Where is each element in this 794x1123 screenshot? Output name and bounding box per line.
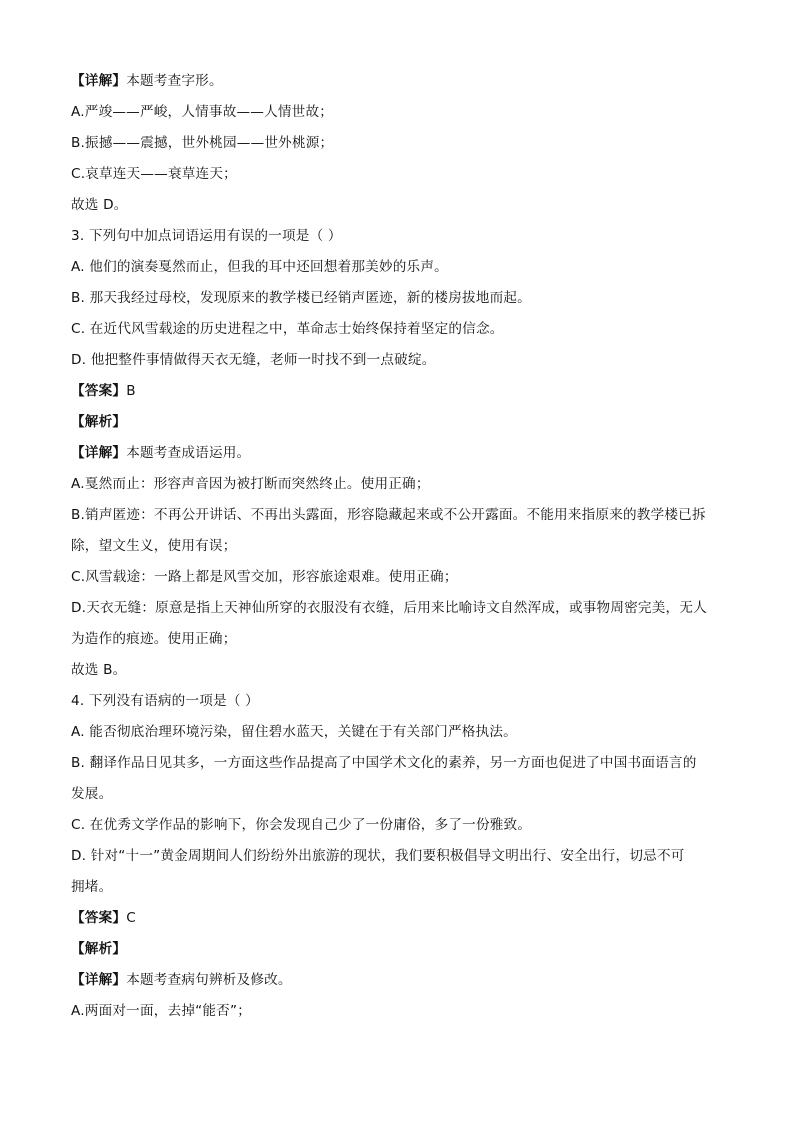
question-3-option-c bbox=[71, 314, 731, 345]
line-text: 本题考查成语运用。 bbox=[126, 445, 251, 461]
line-text: C.哀草连天——衰草连天； bbox=[71, 166, 237, 182]
document-body bbox=[71, 66, 731, 1027]
answer-line bbox=[71, 376, 731, 407]
line-text: D.天衣无缝：原意是指上天神仙所穿的衣服没有衣缝，后用来比喻诗文自然浑成，或事物周密完美，无人 bbox=[71, 600, 707, 616]
line-text: 故选 D。 bbox=[71, 197, 128, 213]
line-text: 发展。 bbox=[71, 786, 113, 802]
line-text: B.销声匿迹：不再公开讲话、不再出头露面，形容隐藏起来或不公开露面。不能用来指原来的教学楼已拆 bbox=[71, 507, 706, 523]
analysis-heading bbox=[71, 934, 731, 965]
text-line-2 bbox=[71, 97, 731, 128]
section-tag: 【解析】 bbox=[71, 941, 127, 957]
line-text: B.振撼——震撼，世外桃园——世外桃源； bbox=[71, 135, 334, 151]
line-text: B. 那天我经过母校，发现原来的教学楼已经销声匿迹，新的楼房拔地而起。 bbox=[71, 290, 531, 306]
text-line-17 bbox=[71, 562, 731, 593]
line-text: C bbox=[126, 910, 136, 926]
section-tag: 【详解】 bbox=[71, 73, 127, 89]
line-text: D. 他把整件事情做得天衣无缝，老师一时找不到一点破绽。 bbox=[71, 352, 436, 368]
line-text: 本题考查病句辨析及修改。 bbox=[126, 972, 292, 988]
line-text: C. 在近代风雪载途的历史进程之中，革命志士始终保持着坚定的信念。 bbox=[71, 321, 504, 337]
text-line-13 bbox=[71, 438, 731, 469]
text-line-3 bbox=[71, 128, 731, 159]
question-4-option-b bbox=[71, 748, 731, 779]
question-3-option-d bbox=[71, 345, 731, 376]
question-4-stem bbox=[71, 686, 731, 717]
section-tag: 【答案】 bbox=[71, 383, 127, 399]
answer-line bbox=[71, 903, 731, 934]
text-line-1 bbox=[71, 66, 731, 97]
section-tag: 【详解】 bbox=[71, 972, 127, 988]
line-text: 3. 下列句中加点词语运用有误的一项是（ ） bbox=[71, 228, 342, 244]
section-tag: 【详解】 bbox=[71, 445, 127, 461]
line-text: 本题考查字形。 bbox=[126, 73, 223, 89]
line-text: A. 他们的演奏戛然而止，但我的耳中还回想着那美妙的乐声。 bbox=[71, 259, 448, 275]
text-line-20 bbox=[71, 655, 731, 686]
question-4-option-b-cont bbox=[71, 779, 731, 810]
line-text: 故选 B。 bbox=[71, 662, 127, 678]
text-line-5 bbox=[71, 190, 731, 221]
text-line-15 bbox=[71, 500, 731, 531]
line-text: 4. 下列没有语病的一项是（ ） bbox=[71, 693, 259, 709]
line-text: 除，望文生义，使用有误； bbox=[71, 538, 237, 554]
section-tag: 【答案】 bbox=[71, 910, 127, 926]
text-line-14 bbox=[71, 469, 731, 500]
analysis-heading bbox=[71, 407, 731, 438]
question-3-option-b bbox=[71, 283, 731, 314]
line-text: A.两面对一面，去掉“能否”； bbox=[71, 1003, 251, 1019]
text-line-18 bbox=[71, 593, 731, 624]
line-text: B. 翻译作品日见其多，一方面这些作品提高了中国学术文化的素养，另一方面也促进了中国书面语言的 bbox=[71, 755, 697, 771]
question-3-option-a bbox=[71, 252, 731, 283]
text-line-19 bbox=[71, 624, 731, 655]
question-3-stem bbox=[71, 221, 731, 252]
line-text: D. 针对“十一”黄金周期间人们纷纷外出旅游的现状，我们要积极倡导文明出行、安全出行，切忌不可 bbox=[71, 848, 685, 864]
question-4-option-d bbox=[71, 841, 731, 872]
question-4-option-d-cont bbox=[71, 872, 731, 903]
line-text: C. 在优秀文学作品的影响下，你会发现自己少了一份庸俗，多了一份雅致。 bbox=[71, 817, 532, 833]
line-text: A.严竣——严峻，人情事故——人情世故； bbox=[71, 104, 334, 120]
text-line-16 bbox=[71, 531, 731, 562]
line-text: A. 能否彻底治理环境污染，留住碧水蓝天，关键在于有关部门严格执法。 bbox=[71, 724, 517, 740]
question-4-option-a bbox=[71, 717, 731, 748]
text-line-4 bbox=[71, 159, 731, 190]
line-text: 为造作的痕迹。使用正确； bbox=[71, 631, 237, 647]
line-text: C.风雪载途：一路上都是风雪交加，形容旅途艰难。使用正确； bbox=[71, 569, 458, 585]
line-text: B bbox=[126, 383, 136, 399]
section-tag: 【解析】 bbox=[71, 414, 127, 430]
question-4-option-c bbox=[71, 810, 731, 841]
line-text: 拥堵。 bbox=[71, 879, 113, 895]
line-text: A.戛然而止：形容声音因为被打断而突然终止。使用正确； bbox=[71, 476, 430, 492]
text-line-31 bbox=[71, 996, 731, 1027]
text-line-30 bbox=[71, 965, 731, 996]
